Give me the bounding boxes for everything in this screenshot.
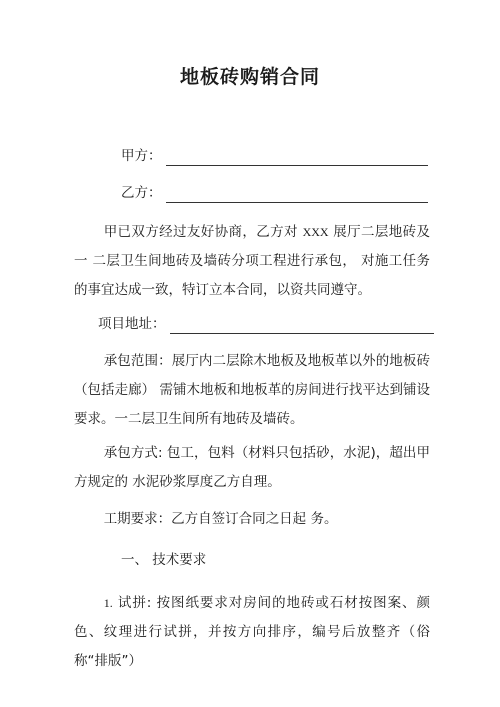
schedule-paragraph: 工期要求：乙方自签订合同之日起 务。 — [103, 511, 338, 527]
item-one-paragraph — [74, 589, 430, 676]
scope-paragraph: 承包范围：展厅内二层除木地板及地板革以外的地板砖（包括走廊） 需铺木地板和地板革的房间进行找平达到铺设要求。一二层卫生间所有地砖及墙砖。 — [74, 353, 430, 427]
method-paragraph: 承包方式: 包工，包料（材料只包括砂，水泥)，超出甲方规定的 水泥砂浆厚度乙方自理。 — [74, 445, 430, 490]
project-address-label: 项目地址： — [98, 316, 166, 332]
party-a-blank — [166, 151, 428, 166]
project-address-blank — [170, 319, 434, 334]
party-a-field — [121, 146, 428, 166]
section-one-heading: 一、 技术要求 — [121, 552, 207, 568]
party-b-blank — [166, 188, 428, 203]
party-b-field — [121, 183, 428, 203]
item-one-number: 1. — [103, 596, 113, 610]
item-one-text: 试拼: 按图纸要求对房间的地砖或石材按图案、颜色、纹理进行试拼，并按方向排序，编号后放整齐（俗称“排版”） — [74, 595, 430, 669]
intro-paragraph — [74, 218, 430, 305]
project-address-field — [98, 314, 434, 334]
intro-text-end: 展厅二层地砖及一 二层卫生间地砖及墙砖分项工程进行承包， 对施工任务的事宜达成一致，特订立本合同，以资共同遵守。 — [74, 224, 431, 298]
party-a-label: 甲方： — [121, 148, 162, 164]
party-b-label: 乙方： — [121, 185, 162, 201]
intro-xxx-placeholder: XXX — [302, 225, 329, 239]
intro-text-start: 甲已双方经过友好协商，乙方对 — [103, 224, 303, 240]
document-title: 地板砖购销合同 — [179, 66, 320, 88]
